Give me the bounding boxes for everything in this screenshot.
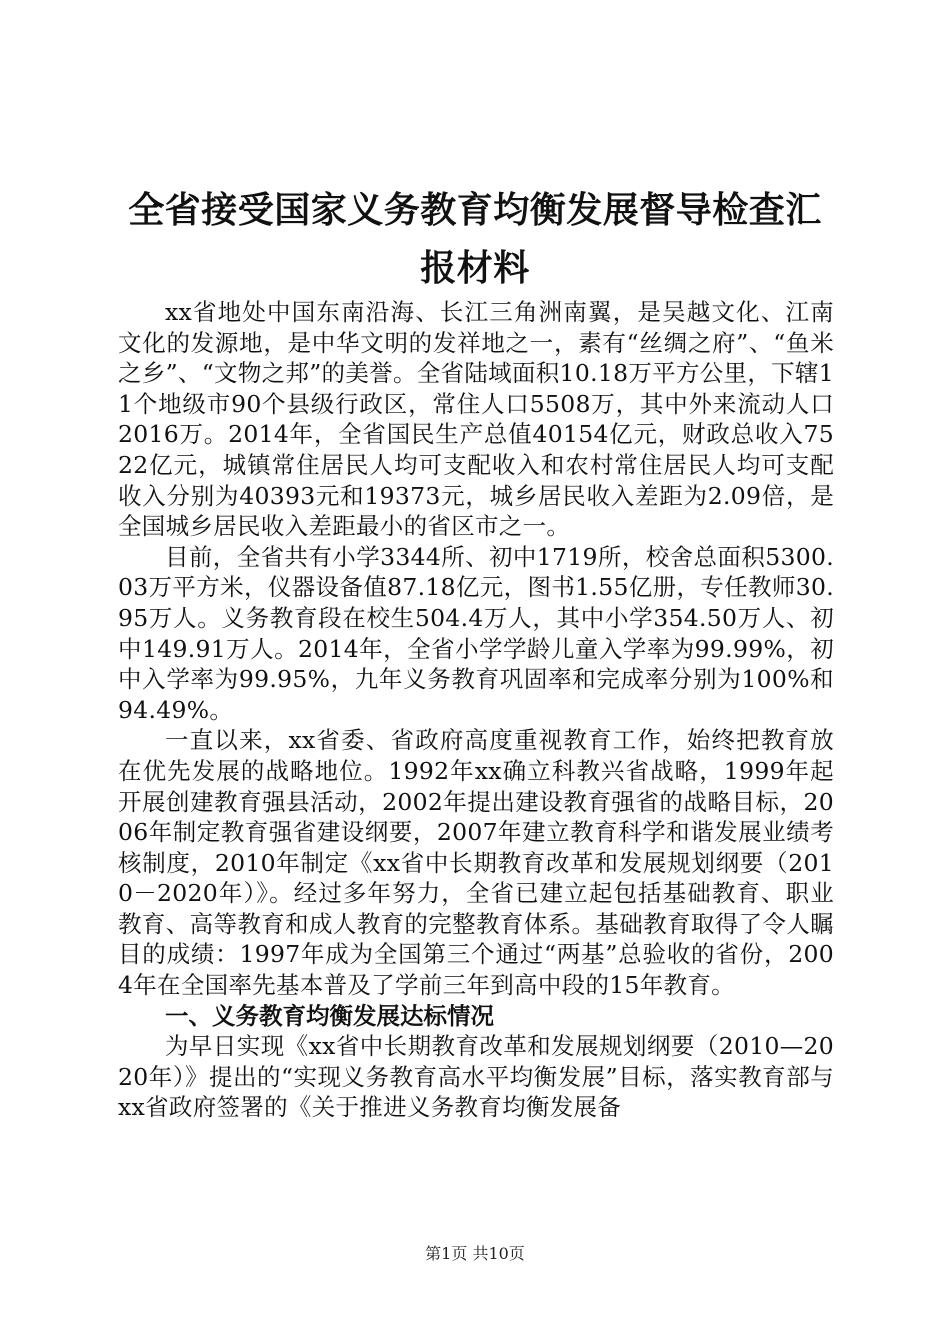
page-number-footer: 第1页 共10页 [425, 1244, 525, 1263]
document-title: 全省接受国家义务教育均衡发展督导检查汇报材料 [128, 190, 822, 289]
section-paragraph: 为早日实现《xx省中长期教育改革和发展规划纲要（2010—2020年）》提出的“实现义务教育高水平均衡发展”目标，落实教育部与xx省政府签署的《关于推进义务教育均衡发展备 [118, 1032, 834, 1122]
paragraph-province-overview: xx省地处中国东南沿海、长江三角洲南翼，是吴越文化、江南文化的发源地，是中华文明的发祥地之一，素有“丝绸之府”、“鱼米之乡”、“文物之邦”的美誉。全省陆域面积10.18万平方公里，下辖11个地级市90个县级行政区，常住人口5508万，其中外来流动人口2016万。2014年，全省国民生产总值40154亿元，财政总收入7522亿元，城镇常住居民人均可支配收入和农村常住居民人均可支配收入分别为40393元和19373元，城乡居民收入差距为2.09倍，是全国城乡居民收入差距最小的省区市之一。 [118, 298, 834, 541]
paragraph-school-statistics: 目前，全省共有小学3344所、初中1719所，校舍总面积5300.03万平方米，仪器设备值87.18亿元，图书1.55亿册，专任教师30.95万人。义务教育段在校生504.4万人，其中小学354.50万人、初中149.91万人。2014年，全省小学学龄儿童入学率为99.99%，初中入学率为99.95%，九年义务教育巩固率和完成率分别为100%和94.49%。 [118, 542, 834, 724]
document-body [118, 297, 834, 1123]
paragraph-education-strategy: 一直以来，xx省委、省政府高度重视教育工作，始终把教育放在优先发展的战略地位。1992年xx确立科教兴省战略，1999年起开展创建教育强县活动，2002年提出建设教育强省的战略目标，2006年制定教育强省建设纲要，2007年建立教育科学和谐发展业绩考核制度，2010年制定《xx省中长期教育改革和发展规划纲要（2010－2020年）》。经过多年努力，全省已建立起包括基础教育、职业教育、高等教育和成人教育的完整教育体系。基础教育取得了令人瞩目的成绩：1997年成为全国第三个通过“两基”总验收的省份，2004年在全国率先基本普及了学前三年到高中段的15年教育。 [118, 726, 834, 1000]
section-heading: 一、义务教育均衡发展达标情况 [165, 1001, 494, 1030]
